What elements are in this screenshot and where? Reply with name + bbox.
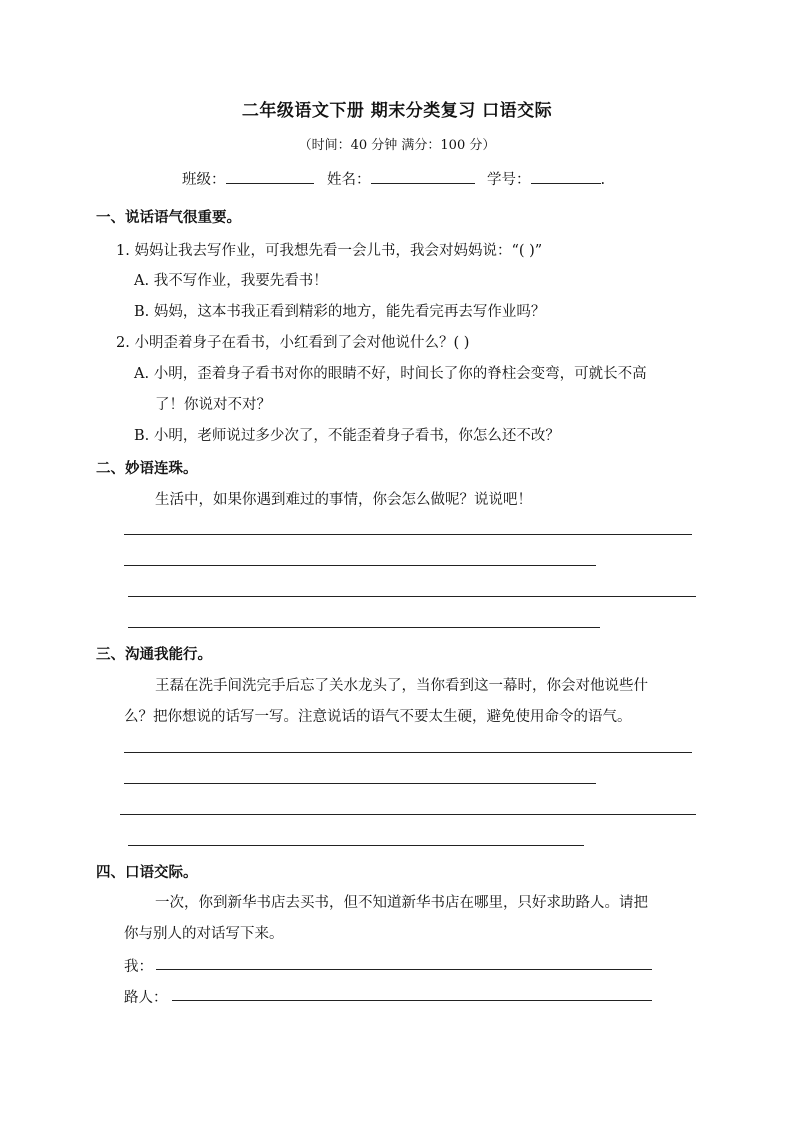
number-field[interactable] xyxy=(487,168,605,189)
answer-line[interactable] xyxy=(128,845,584,846)
name-blank[interactable] xyxy=(371,169,475,184)
dialogue-line-passerby[interactable] xyxy=(172,1000,652,1001)
question-1-stem: 1. 妈妈让我去写作业，可我想先看一会儿书，我会对妈妈说：“( )” xyxy=(116,243,543,259)
section-3-prompt-line-2: 么？把你想说的话写一写。注意说话的语气不要太生硬，避免使用命令的语气。 xyxy=(124,709,632,725)
class-label: 班级： xyxy=(182,172,226,188)
question-2-option-a[interactable]: A. 小明，歪着身子看书对你的眼睛不好，时间长了你的脊柱会变弯，可就长不高 xyxy=(134,366,647,382)
answer-line[interactable] xyxy=(124,783,596,784)
name-label: 姓名： xyxy=(327,172,371,188)
answer-line[interactable] xyxy=(128,627,600,628)
section-2-prompt: 生活中，如果你遇到难过的事情，你会怎么做呢？说说吧！ xyxy=(155,492,532,508)
page-subtitle: （时间：40 分钟 满分：100 分） xyxy=(298,138,496,153)
answer-line[interactable] xyxy=(120,814,696,815)
question-1-option-a[interactable]: A. 我不写作业，我要先看书！ xyxy=(134,273,328,289)
section-1-heading: 一、说话语气很重要。 xyxy=(96,209,241,226)
section-3-heading: 三、沟通我能行。 xyxy=(96,646,212,663)
question-2-stem: 2. 小明歪着身子在看书，小红看到了会对他说什么？( ) xyxy=(116,335,470,351)
end-mark: . xyxy=(600,172,606,188)
class-field[interactable] xyxy=(182,168,314,189)
section-4-prompt-line-2: 你与别人的对话写下来。 xyxy=(124,926,284,942)
name-field[interactable] xyxy=(327,168,475,189)
dialogue-line-me[interactable] xyxy=(156,969,652,970)
speaker-passerby-label: 路人： xyxy=(124,990,168,1006)
number-blank[interactable] xyxy=(531,169,601,184)
question-1-option-b[interactable]: B. 妈妈，这本书我正看到精彩的地方，能先看完再去写作业吗？ xyxy=(134,304,546,320)
answer-line[interactable] xyxy=(124,534,692,535)
section-4-heading: 四、口语交际。 xyxy=(96,864,198,881)
answer-line[interactable] xyxy=(124,752,692,753)
number-label: 学号： xyxy=(487,172,531,188)
section-2-heading: 二、妙语连珠。 xyxy=(96,460,198,477)
page-title: 二年级语文下册 期末分类复习 口语交际 xyxy=(241,101,553,121)
question-2-option-b[interactable]: B. 小明，老师说过多少次了，不能歪着身子看书，你怎么还不改？ xyxy=(134,428,560,444)
class-blank[interactable] xyxy=(226,169,314,184)
section-4-prompt-line-1: 一次，你到新华书店去买书，但不知道新华书店在哪里，只好求助路人。请把 xyxy=(155,895,648,911)
section-3-prompt-line-1: 王磊在洗手间洗完手后忘了关水龙头了，当你看到这一幕时，你会对他说些什 xyxy=(155,678,648,694)
answer-line[interactable] xyxy=(124,565,596,566)
speaker-me-label: 我： xyxy=(124,959,153,975)
question-2-option-a-cont: 了！你说对不对？ xyxy=(155,397,271,413)
answer-line[interactable] xyxy=(128,596,696,597)
